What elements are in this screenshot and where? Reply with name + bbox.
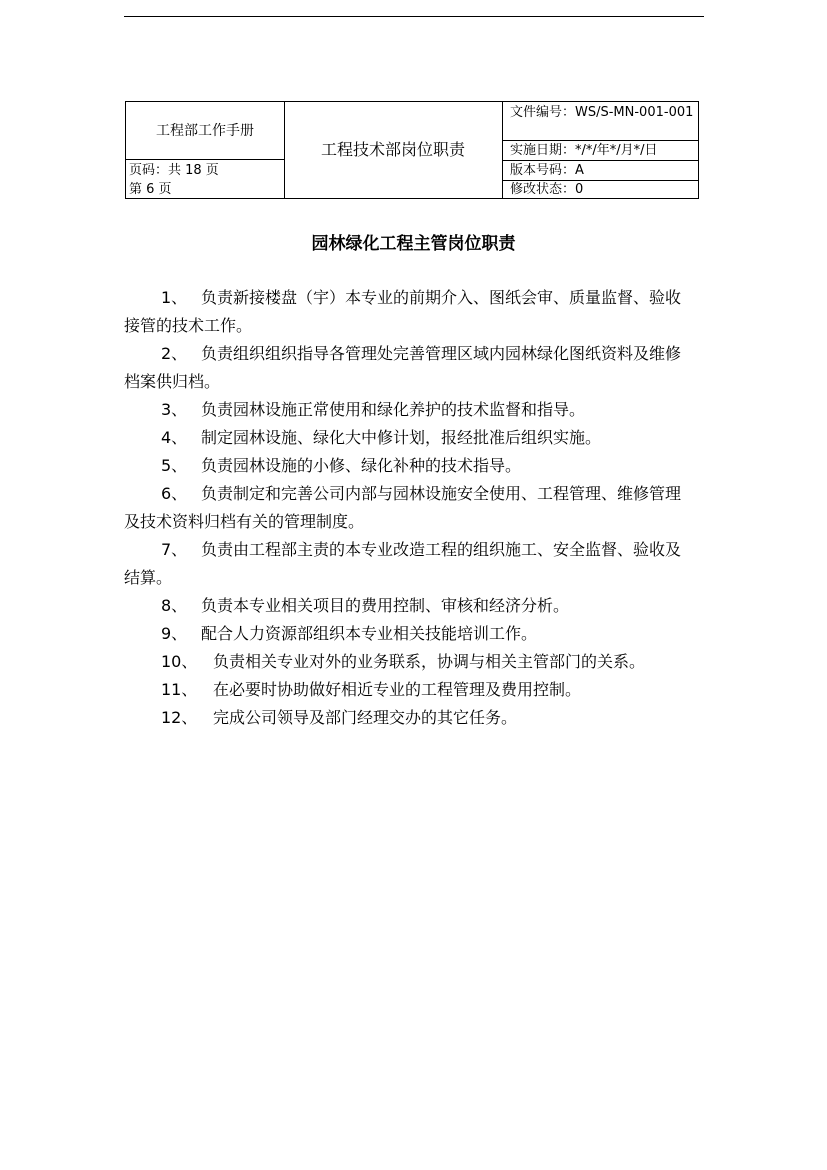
duty-number: 12、	[161, 708, 198, 727]
page-info	[129, 161, 284, 199]
duty-text: 在必要时协助做好相近专业的工程管理及费用控制。	[213, 680, 582, 699]
duty-number: 8、	[161, 596, 188, 615]
duty-number: 6、	[161, 484, 188, 503]
duty-list	[124, 284, 690, 732]
duty-number: 5、	[161, 456, 188, 475]
duty-item	[124, 620, 690, 648]
file-number: 文件编号：WS/S-MN-001-001	[510, 105, 694, 120]
page-title: 园林绿化工程主管岗位职责	[311, 234, 516, 254]
duty-text: 负责由工程部主责的本专业改造工程的组织施工、安全监督、验收及结算。	[124, 540, 682, 587]
duty-number: 9、	[161, 624, 188, 643]
duty-number: 2、	[161, 344, 188, 363]
duty-text: 负责组织组织指导各管理处完善管理区域内园林绿化图纸资料及维修档案供归档。	[124, 344, 682, 391]
duty-number: 3、	[161, 400, 188, 419]
top-rule	[124, 16, 704, 17]
page-total: 页码：共 18 页	[129, 163, 219, 178]
document-header-table	[125, 101, 699, 199]
duty-text: 配合人力资源部组织本专业相关技能培训工作。	[201, 624, 538, 643]
duty-item	[124, 452, 690, 480]
duty-text: 制定园林设施、绿化大中修计划，报经批准后组织实施。	[201, 428, 602, 447]
page-current: 第 6 页	[129, 182, 172, 197]
document-title: 工程技术部岗位职责	[320, 140, 465, 159]
duty-item	[124, 648, 690, 676]
duty-item	[124, 340, 690, 396]
duty-number: 4、	[161, 428, 188, 447]
duty-item	[124, 704, 690, 732]
duty-item	[124, 424, 690, 452]
revision-status: 修改状态：0	[510, 182, 584, 197]
duty-item	[124, 284, 690, 340]
version-number: 版本号码：A	[510, 163, 584, 178]
duty-text: 负责相关专业对外的业务联系，协调与相关主管部门的关系。	[213, 652, 646, 671]
duty-text: 负责园林设施正常使用和绿化养护的技术监督和指导。	[201, 400, 586, 419]
duty-number: 7、	[161, 540, 188, 559]
implement-date: 实施日期：*/*/年*/月*/日	[510, 143, 658, 158]
duty-number: 1、	[161, 288, 188, 307]
duty-number: 11、	[161, 680, 198, 699]
duty-item	[124, 536, 690, 592]
duty-item	[124, 592, 690, 620]
header-divider	[502, 102, 503, 198]
manual-name: 工程部工作手册	[156, 123, 254, 139]
duty-text: 负责本专业相关项目的费用控制、审核和经济分析。	[201, 596, 570, 615]
duty-text: 负责制定和完善公司内部与园林设施安全使用、工程管理、维修管理及技术资料归档有关的管理制度。	[124, 484, 682, 531]
duty-number: 10、	[161, 652, 198, 671]
duty-item	[124, 480, 690, 536]
duty-text: 负责园林设施的小修、绿化补种的技术指导。	[201, 456, 522, 475]
duty-text: 完成公司领导及部门经理交办的其它任务。	[213, 708, 518, 727]
duty-item	[124, 676, 690, 704]
duty-item	[124, 396, 690, 424]
duty-text: 负责新接楼盘（宇）本专业的前期介入、图纸会审、质量监督、验收接管的技术工作。	[124, 288, 682, 335]
